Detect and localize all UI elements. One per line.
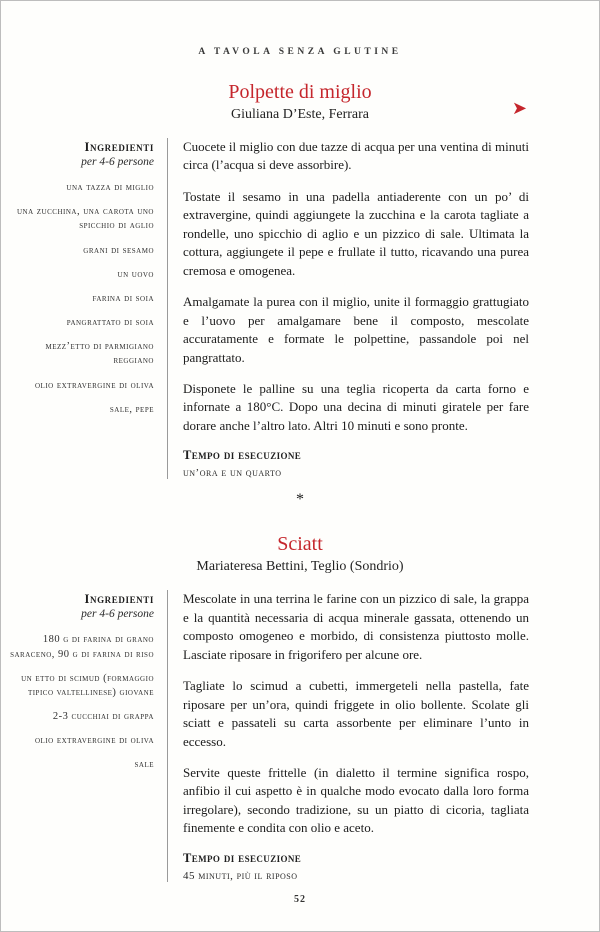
serving-note: per 4-6 persone (81, 156, 154, 168)
serving-note: per 4-6 persone (81, 608, 154, 621)
running-header: A TAVOLA SENZA GLUTINE (198, 47, 402, 57)
ingredients-heading: Ingredienti (84, 140, 154, 154)
ingredient-item: un etto di scimud (formaggio tipico valtellinese) giovane (21, 672, 154, 698)
ingredient-item: 180 g di farina di grano saraceno, 90 g di farina di riso (10, 634, 154, 660)
recipe-author: Giuliana D’Este, Ferrara (231, 107, 369, 122)
recipe-paragraph: Disponete le palline su una teglia ricoperta da carta forno e infornate a 180°C. Dopo una decina di minuti giratele per fare dorare anche l’altro lato. Altri 10 minuti e sono pronte. (183, 380, 529, 433)
recipe-paragraph: Tagliate lo scimud a cubetti, immergeteli nella pastella, fate riposare per un’ora, quindi friggete in olio bollente. Scolate gli sciatt e passateli su carta assorbente per eliminare l’unto in eccesso. (183, 678, 529, 749)
tempo-value: 45 minuti, più il riposo (183, 869, 298, 882)
recipe-paragraph: Cuocete il miglio con due tazze di acqua per una ventina di minuti circa (l’acqua si deve assorbire). (183, 139, 529, 173)
ingredient-item: una zucchina, una carota uno spicchio di aglio (16, 206, 154, 232)
ingredient-item: sale (134, 759, 154, 771)
recipe-columns (9, 590, 529, 881)
recipe-section-sciatt (1, 533, 599, 881)
ingredient-item: olio extravergine di oliva (35, 735, 154, 747)
recipe-author: Mariateresa Bettini, Teglio (Sondrio) (196, 559, 404, 575)
recipe-body (167, 138, 529, 479)
separator-asterisk: * (296, 491, 304, 509)
ingredient-item: pangrattato di soia (66, 317, 154, 329)
page-number: 52 (294, 894, 306, 905)
recipe-section-polpette (1, 81, 599, 479)
recipe-paragraph: Amalgamate la purea con il miglio, unite il formaggio grattugiato e l’uovo per amalgamare bene il composto, mescolate accuratamente e formate le polpettine, passandole poi nel pangrattato. (183, 294, 529, 365)
ingredients-column (9, 590, 167, 881)
recipe-body (167, 590, 529, 881)
arrow-icon: ➤ (511, 98, 527, 118)
ingredient-item: sale, pepe (109, 403, 154, 415)
recipe-title: Polpette di miglio (228, 81, 372, 103)
tempo-label: Tempo di esecuzione (183, 448, 302, 463)
ingredient-item: una tazza di miglio (66, 182, 154, 193)
ingredients-column (9, 138, 167, 479)
ingredient-item: olio extravergine di oliva (35, 379, 154, 391)
tempo-value: un’ora e un quarto (183, 467, 282, 480)
recipe-title: Sciatt (277, 533, 323, 556)
recipe-columns (9, 138, 529, 479)
ingredient-item: grani di sesamo (83, 244, 154, 256)
recipe-paragraph: Mescolate in una terrina le farine con un pizzico di sale, la grappa e la quantità necessaria di acqua minerale gassata, ottenendo un composto omogeneo e morbido, di consistenza piuttosto molle. Lasciate riposare in frigorifero per alcune ore. (183, 591, 529, 662)
ingredient-item: un uovo (117, 268, 154, 280)
ingredient-item: farina di soia (92, 292, 154, 304)
ingredients-heading: Ingredienti (84, 592, 154, 607)
ingredient-item: 2-3 cucchiai di grappa (52, 711, 154, 723)
recipe-paragraph: Tostate il sesamo in una padella antiaderente con un po’ di extravergine, quindi aggiungete la zucchina e la carota tagliate a rondelle, uno spicchio di aglio e un pizzico di sale. Ultimata la cottura, aggiungete il pepe e frullate il tutto, ricavando una purea cremosa e omogenea. (183, 188, 529, 278)
ingredient-item: mezz’etto di parmigiano reggiano (45, 341, 154, 367)
tempo-label: Tempo di esecuzione (183, 850, 302, 865)
recipe-paragraph: Servite queste frittelle (in dialetto il termine significa rospo, anfibio il cui aspetto è in qualche modo evocato dalla loro forma irregolare), secondo tradizione, su un piatto di cicoria, tagliata finemente e condita con olio e aceto. (183, 764, 529, 836)
